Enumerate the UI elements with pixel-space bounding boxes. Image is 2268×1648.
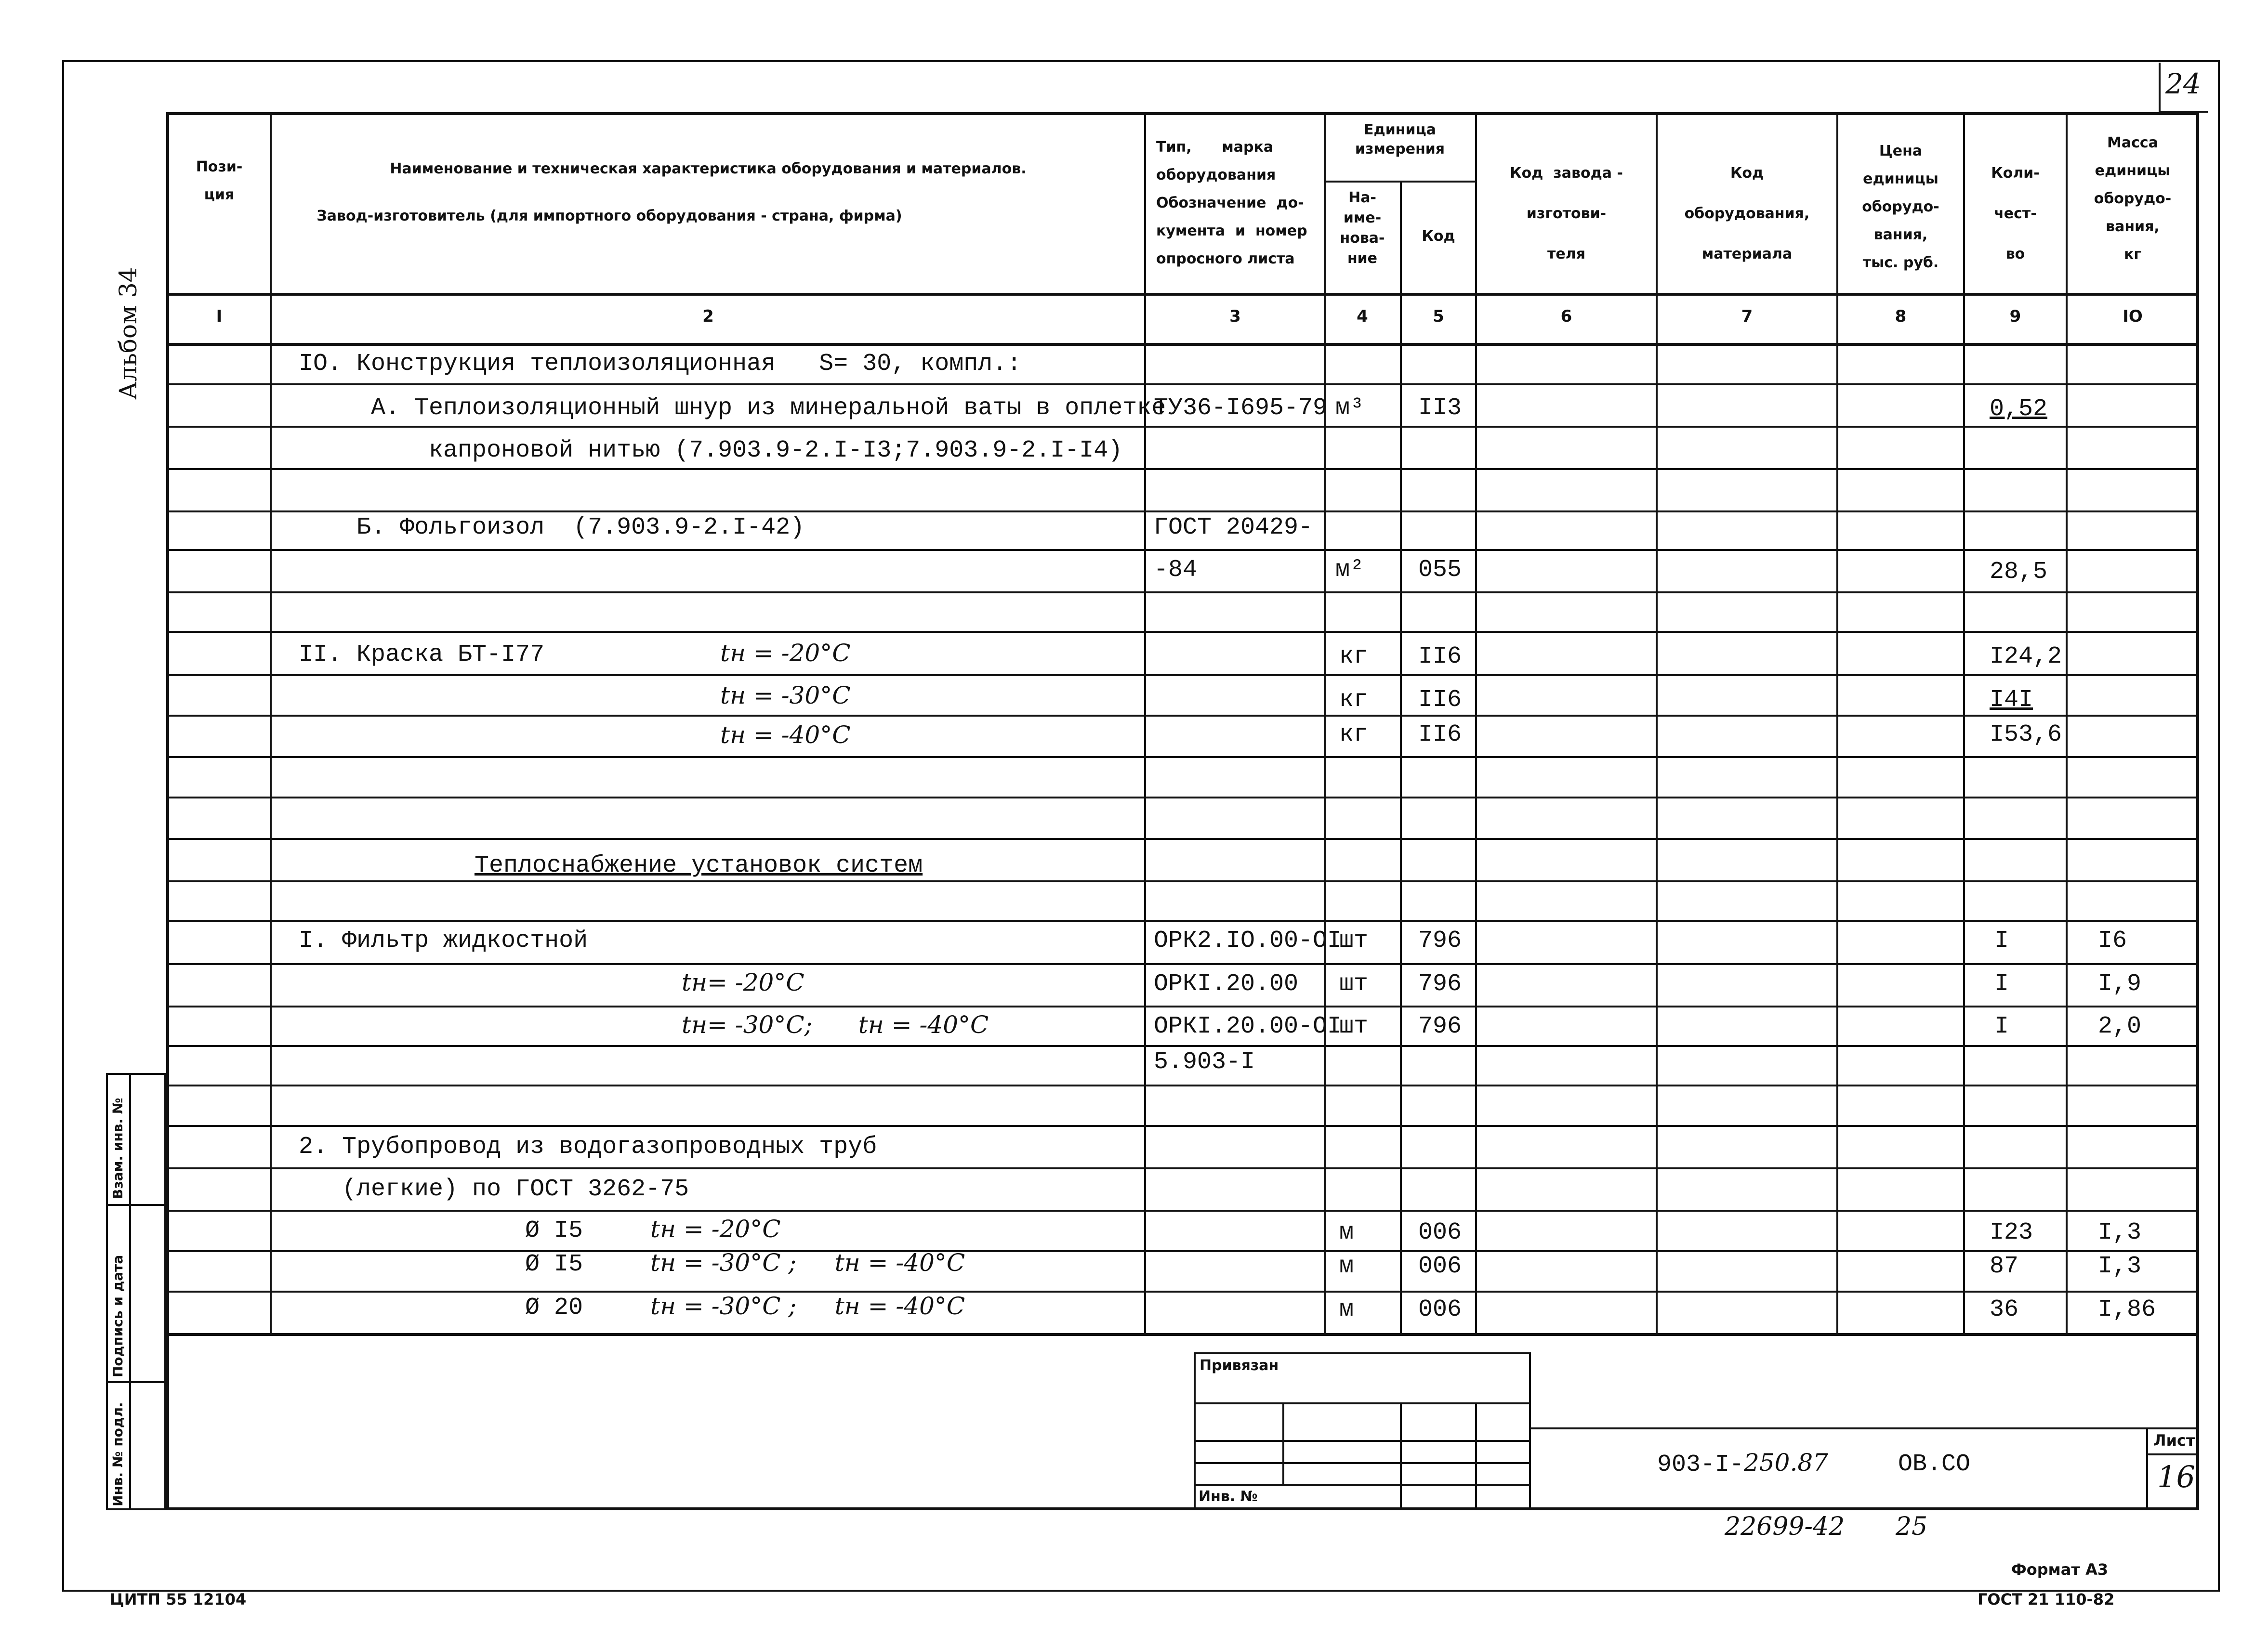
row-9-temp: tн = -30°С [720,681,851,709]
side-stamp-line [106,1381,166,1383]
row-8-unit: кг [1339,643,1369,670]
row-23-mass: I,3 [2098,1253,2142,1280]
colnum-8: 8 [1895,307,1907,326]
header-position: Пози- ция [196,158,243,203]
row-23-code: 006 [1418,1253,1462,1280]
colnum-bottom-line [166,343,2199,346]
row-23-qty: 87 [1990,1253,2019,1280]
row-6-qty: 28,5 [1990,558,2048,586]
row-22-mass: I,3 [2098,1219,2142,1246]
doc-number-typed: 903-I- [1657,1451,1744,1478]
row-8-code: II6 [1418,643,1462,670]
row-20-name: 2. Трубопровод из водогазопроводных труб [299,1133,877,1161]
row-line [166,468,2199,470]
row-9-qty: I4I [1990,686,2033,714]
row-16-type: ОРКI.20.00 [1154,970,1299,998]
row-22-code: 006 [1418,1219,1462,1246]
row-line [166,1250,2199,1252]
row-16-mass: I,9 [2098,970,2142,998]
colnum-2: 2 [702,307,714,326]
colnum-9: 9 [2009,307,2021,326]
colnum-4: 4 [1357,307,1368,326]
gost-label: ГОСТ 21 110-82 [1978,1590,2115,1609]
row-line [166,963,2199,965]
header-maker-code: Код завода - изготови- теля [1510,165,1623,262]
side-stamp-line [129,1073,131,1510]
row-line [166,920,2199,922]
colnum-10: IO [2123,307,2143,326]
stamp-line [1400,1402,1402,1510]
row-24-name: Ø 20 [525,1294,583,1321]
row-16-code: 796 [1418,970,1462,998]
row-line [166,756,2199,758]
row-17-qty: I [1994,1013,2009,1040]
album-label: Альбом 34 [114,267,142,400]
table-bottom-line [166,1333,2199,1336]
row-line [166,549,2199,551]
row-line [166,591,2199,593]
row-6-code: 055 [1418,556,1462,584]
cipt-label: ЦИТП 55 12104 [110,1590,247,1609]
list-label: Лист [2153,1431,2195,1450]
row-17-unit: шт [1339,1013,1369,1040]
side-stamp-line [106,1204,166,1206]
row-15-name: I. Фильтр жидкостной [299,927,588,955]
stamp-line [1194,1402,1531,1404]
row-17-mass: 2,0 [2098,1013,2142,1040]
row-6-type: -84 [1154,556,1198,584]
row-line [166,838,2199,840]
side-label-podpis: Подпись и дата [110,1255,126,1377]
row-18-type: 5.903-I [1154,1048,1255,1076]
row-line [166,797,2199,798]
row-15-qty: I [1994,927,2009,955]
row-6-unit: м² [1335,556,1365,584]
row-23-name: Ø I5 [525,1251,583,1278]
row-line [166,631,2199,633]
row-9-unit: кг [1339,686,1369,714]
row-9-code: II6 [1418,686,1462,714]
colnum-5: 5 [1433,307,1444,326]
header-unit: Единица измерения [1355,121,1445,157]
list-box-line [2146,1453,2199,1455]
header-bottom-line [166,293,2199,296]
row-10-unit: кг [1339,721,1369,748]
row-10-qty: I53,6 [1990,721,2062,748]
row-15-code: 796 [1418,927,1462,955]
header-name-line2: Завод-изготовитель (для импортного оборудования - страна, фирма) [316,208,902,224]
row-3-name: капроновой нитью (7.903.9-2.I-I3;7.903.9-2.I-I4) [299,437,1123,464]
header-unit-name: На- име- нова- ние [1340,189,1385,267]
row-24-unit: м [1339,1296,1354,1323]
row-16-unit: шт [1339,970,1369,998]
privyazan-box [1194,1352,1531,1510]
header-mass: Масса единицы оборудо- вания, кг [2094,134,2172,263]
header-type: Тип, марка оборудования Обозначение до- кумента и номер опросного листа [1156,139,1307,267]
stamp-line [1194,1484,1531,1486]
row-8-qty: I24,2 [1990,643,2062,670]
doc-number [1657,1449,1828,1478]
header-quantity: Коли- чест- во [1991,165,2040,262]
colnum-3: 3 [1229,307,1241,326]
row-2-code: II3 [1418,394,1462,422]
privyazan-label: Привязан [1200,1357,1279,1374]
row-8-name: II. Краска БТ-I77 [299,641,545,668]
row-17-code: 796 [1418,1013,1462,1040]
colnum-7: 7 [1741,307,1753,326]
row-line [166,1167,2199,1169]
row-8-temp: tн = -20°С [720,639,851,667]
row-23-unit: м [1339,1253,1354,1280]
hand-page: 25 [1896,1512,1928,1541]
row-line [166,426,2199,428]
row-17-temp: tн= -30°С; tн = -40°С [682,1011,989,1039]
row-line [166,674,2199,676]
row-line [166,383,2199,385]
stamp-line [1194,1440,1531,1442]
stamp-line [1282,1402,1284,1484]
row-24-qty: 36 [1990,1296,2019,1323]
title-block-top [1531,1427,2199,1429]
row-21-name: (легкие) по ГОСТ 3262-75 [299,1176,689,1203]
colnum-6: 6 [1560,307,1572,326]
row-2-qty: 0,52 [1990,395,2048,423]
row-line [166,1291,2199,1293]
row-5-type: ГОСТ 20429- [1154,514,1313,541]
row-24-temp: tн = -30°С ; tн = -40°С [650,1292,965,1320]
row-line [166,715,2199,717]
row-line [166,510,2199,512]
row-10-temp: tн = -40°С [720,721,851,749]
row-5-name: Б. Фольгоизол (7.903.9-2.I-42) [299,514,805,541]
hand-number: 22699-42 [1725,1512,1845,1541]
format-label: Формат А3 [2011,1560,2109,1579]
row-22-qty: I23 [1990,1219,2033,1246]
row-line [166,880,2199,882]
row-line [166,1006,2199,1007]
row-22-temp: tн = -20°С [650,1215,781,1243]
row-16-temp: tн= -20°С [682,968,804,996]
doc-code: ОВ.СО [1898,1451,1971,1478]
doc-number-hand: 250.87 [1744,1449,1828,1477]
row-24-mass: I,86 [2098,1296,2156,1323]
row-17-type: ОРКI.20.00-OI [1154,1013,1342,1040]
header-unit-price: Цена единицы оборудо- вания, тыс. руб. [1862,143,1939,271]
row-2-type: ТУ36-I695-79 [1154,394,1328,422]
list-number: 16 [2157,1459,2195,1494]
stamp-line [1475,1402,1477,1510]
corner-page-number: 24 [2165,67,2201,100]
row-2-name: А. Теплоизоляционный шнур из минеральной ваты в оплетке [299,394,1166,422]
header-name-line1: Наименование и техническая характеристика оборудования и материалов. [390,160,1027,177]
row-16-qty: I [1994,970,2009,998]
row-22-unit: м [1339,1219,1354,1246]
inv-no-label: Инв. № [1199,1488,1258,1505]
row-2-unit: м³ [1335,394,1365,422]
row-23-temp: tн = -30°С ; tн = -40°С [650,1249,965,1277]
stamp-line [1194,1462,1531,1464]
header-unit-code: Код [1422,228,1455,245]
row-24-code: 006 [1418,1296,1462,1323]
row-22-name: Ø I5 [525,1217,583,1244]
row-line [166,1210,2199,1212]
header-equipment-code: Код оборудования, материала [1684,165,1810,262]
row-line [166,1085,2199,1086]
row-line [166,1045,2199,1047]
row-13-name: Теплоснабжение установок систем [475,852,923,879]
row-15-unit: шт [1339,927,1369,955]
side-label-vzam: Взам. инв. № [110,1098,126,1199]
row-15-mass: I6 [2098,927,2127,955]
row-line [166,1125,2199,1127]
colnum-1: I [216,307,223,326]
row-15-type: ОРК2.IO.00-OI [1154,927,1342,955]
unit-header-line [1324,181,1475,183]
side-label-inv-podl: Инв. № подл. [110,1402,126,1506]
row-1-name: IO. Конструкция теплоизоляционная S= 30, компл.: [299,350,1022,378]
row-10-code: II6 [1418,721,1462,748]
